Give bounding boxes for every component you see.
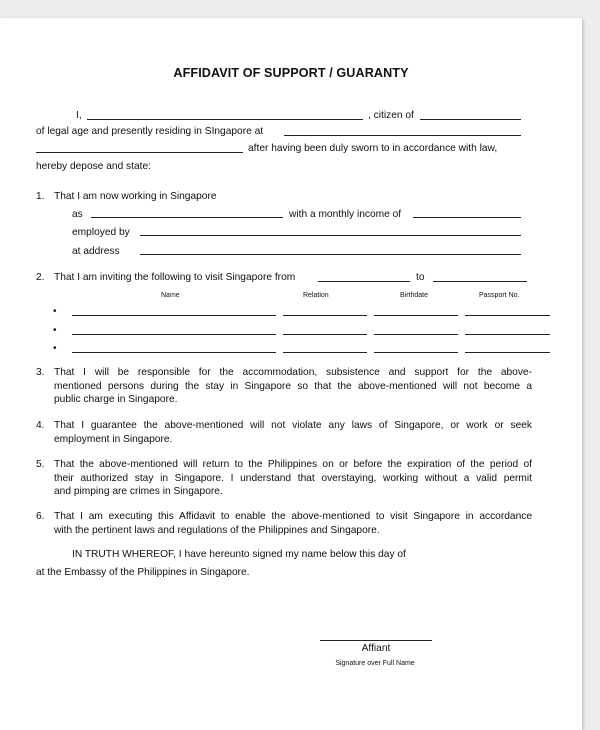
item4-number: 4. xyxy=(36,420,45,431)
visitor-row-3-bullet: • xyxy=(53,343,57,354)
visitor-row-2-bullet: • xyxy=(53,325,57,336)
visitor-row-1-bullet: • xyxy=(53,306,57,317)
item3-line-3: public charge in Singapore. xyxy=(54,394,178,405)
item5-paragraph xyxy=(54,458,532,499)
intro-residing-label: of legal age and presently residing in SIngapore at xyxy=(36,126,264,137)
visitor-2-passport-blank[interactable] xyxy=(465,334,550,335)
visitor-1-name-blank[interactable] xyxy=(72,315,276,316)
document-page xyxy=(0,18,582,730)
visit-to-date-blank[interactable] xyxy=(433,281,527,282)
item2-to-label: to xyxy=(416,272,425,283)
item2-text: That I am inviting the following to visit Singapore from xyxy=(54,272,296,283)
visitor-3-relation-blank[interactable] xyxy=(283,352,367,353)
intro-sworn-text: after having been duly sworn to in accordance with law, xyxy=(248,143,498,154)
name-blank[interactable] xyxy=(87,119,363,120)
item5-line-3: and pimping are crimes in Singapore. xyxy=(54,486,223,497)
intro-citizen-label: , citizen of xyxy=(368,110,414,121)
item5-line-2: their authorized stay in Singapore. I understand that overstaying, working without a valid permit xyxy=(54,472,532,484)
item4-line-1: That I guarantee the above-mentioned will not violate any laws of Singapore, or work or seek xyxy=(54,420,532,431)
item3-number: 3. xyxy=(36,367,45,378)
signature-caption: Signature over Full Name xyxy=(335,660,415,667)
closing-whereof-text: IN TRUTH WHEREOF, I have hereunto signed my name below this day of xyxy=(72,549,406,560)
item1-as-label: as xyxy=(72,209,83,220)
citizenship-blank[interactable] xyxy=(420,119,521,120)
column-birthdate-header: Birthdate xyxy=(400,292,429,299)
item6-paragraph xyxy=(54,510,532,537)
item1-employed-label: employed by xyxy=(72,227,130,238)
item1-address-label: at address xyxy=(72,246,120,257)
item3-paragraph xyxy=(54,366,532,407)
visitor-1-passport-blank[interactable] xyxy=(465,315,550,316)
item4-line-2: employment in Singapore. xyxy=(54,433,173,445)
employer-address-blank[interactable] xyxy=(140,254,521,255)
item3-line-2: mentioned persons during the stay in Singapore so that the above-mentioned will not become a xyxy=(54,380,532,392)
column-relation-header: Relation xyxy=(303,292,329,299)
visitor-2-birthdate-blank[interactable] xyxy=(374,334,458,335)
item3-line-1: That I will be responsible for the accommodation, subsistence and support for the above- xyxy=(54,367,532,378)
position-blank[interactable] xyxy=(91,217,283,218)
signature-line[interactable] xyxy=(320,640,432,641)
item2-number: 2. xyxy=(36,272,45,283)
visitor-2-name-blank[interactable] xyxy=(72,334,276,335)
item6-number: 6. xyxy=(36,511,45,522)
item1-income-label: with a monthly income of xyxy=(289,209,402,220)
visitor-3-name-blank[interactable] xyxy=(72,352,276,353)
column-passport-header: Passport No. xyxy=(479,292,520,299)
item6-line-2: with the pertinent laws and regulations of the Philippines and Singapore. xyxy=(54,524,380,536)
residence-address-blank-2[interactable] xyxy=(36,152,243,153)
visit-from-date-blank[interactable] xyxy=(318,281,410,282)
employer-blank[interactable] xyxy=(140,235,521,236)
column-name-header: Name xyxy=(161,292,180,299)
closing-embassy-text: at the Embassy of the Philippines in Singapore. xyxy=(36,567,250,578)
item4-paragraph xyxy=(54,419,532,446)
visitor-1-relation-blank[interactable] xyxy=(283,315,367,316)
visitor-1-birthdate-blank[interactable] xyxy=(374,315,458,316)
residence-address-blank[interactable] xyxy=(284,135,521,136)
item6-line-1: That I am executing this Affidavit to enable the above-mentioned to visit Singapore in accordance xyxy=(54,511,532,522)
visitor-3-passport-blank[interactable] xyxy=(465,352,550,353)
item5-number: 5. xyxy=(36,459,45,470)
affiant-label: Affiant xyxy=(361,643,391,654)
intro-depose-text: hereby depose and state: xyxy=(36,161,151,172)
visitor-3-birthdate-blank[interactable] xyxy=(374,352,458,353)
document-title: AFFIDAVIT OF SUPPORT / GUARANTY xyxy=(173,66,409,80)
item5-line-1: That the above-mentioned will return to the Philippines on or before the expiration of the period of xyxy=(54,459,532,470)
intro-i-label: I, xyxy=(76,110,82,121)
item1-text: That I am now working in Singapore xyxy=(54,191,217,202)
visitor-2-relation-blank[interactable] xyxy=(283,334,367,335)
item1-number: 1. xyxy=(36,191,45,202)
income-blank[interactable] xyxy=(413,217,521,218)
